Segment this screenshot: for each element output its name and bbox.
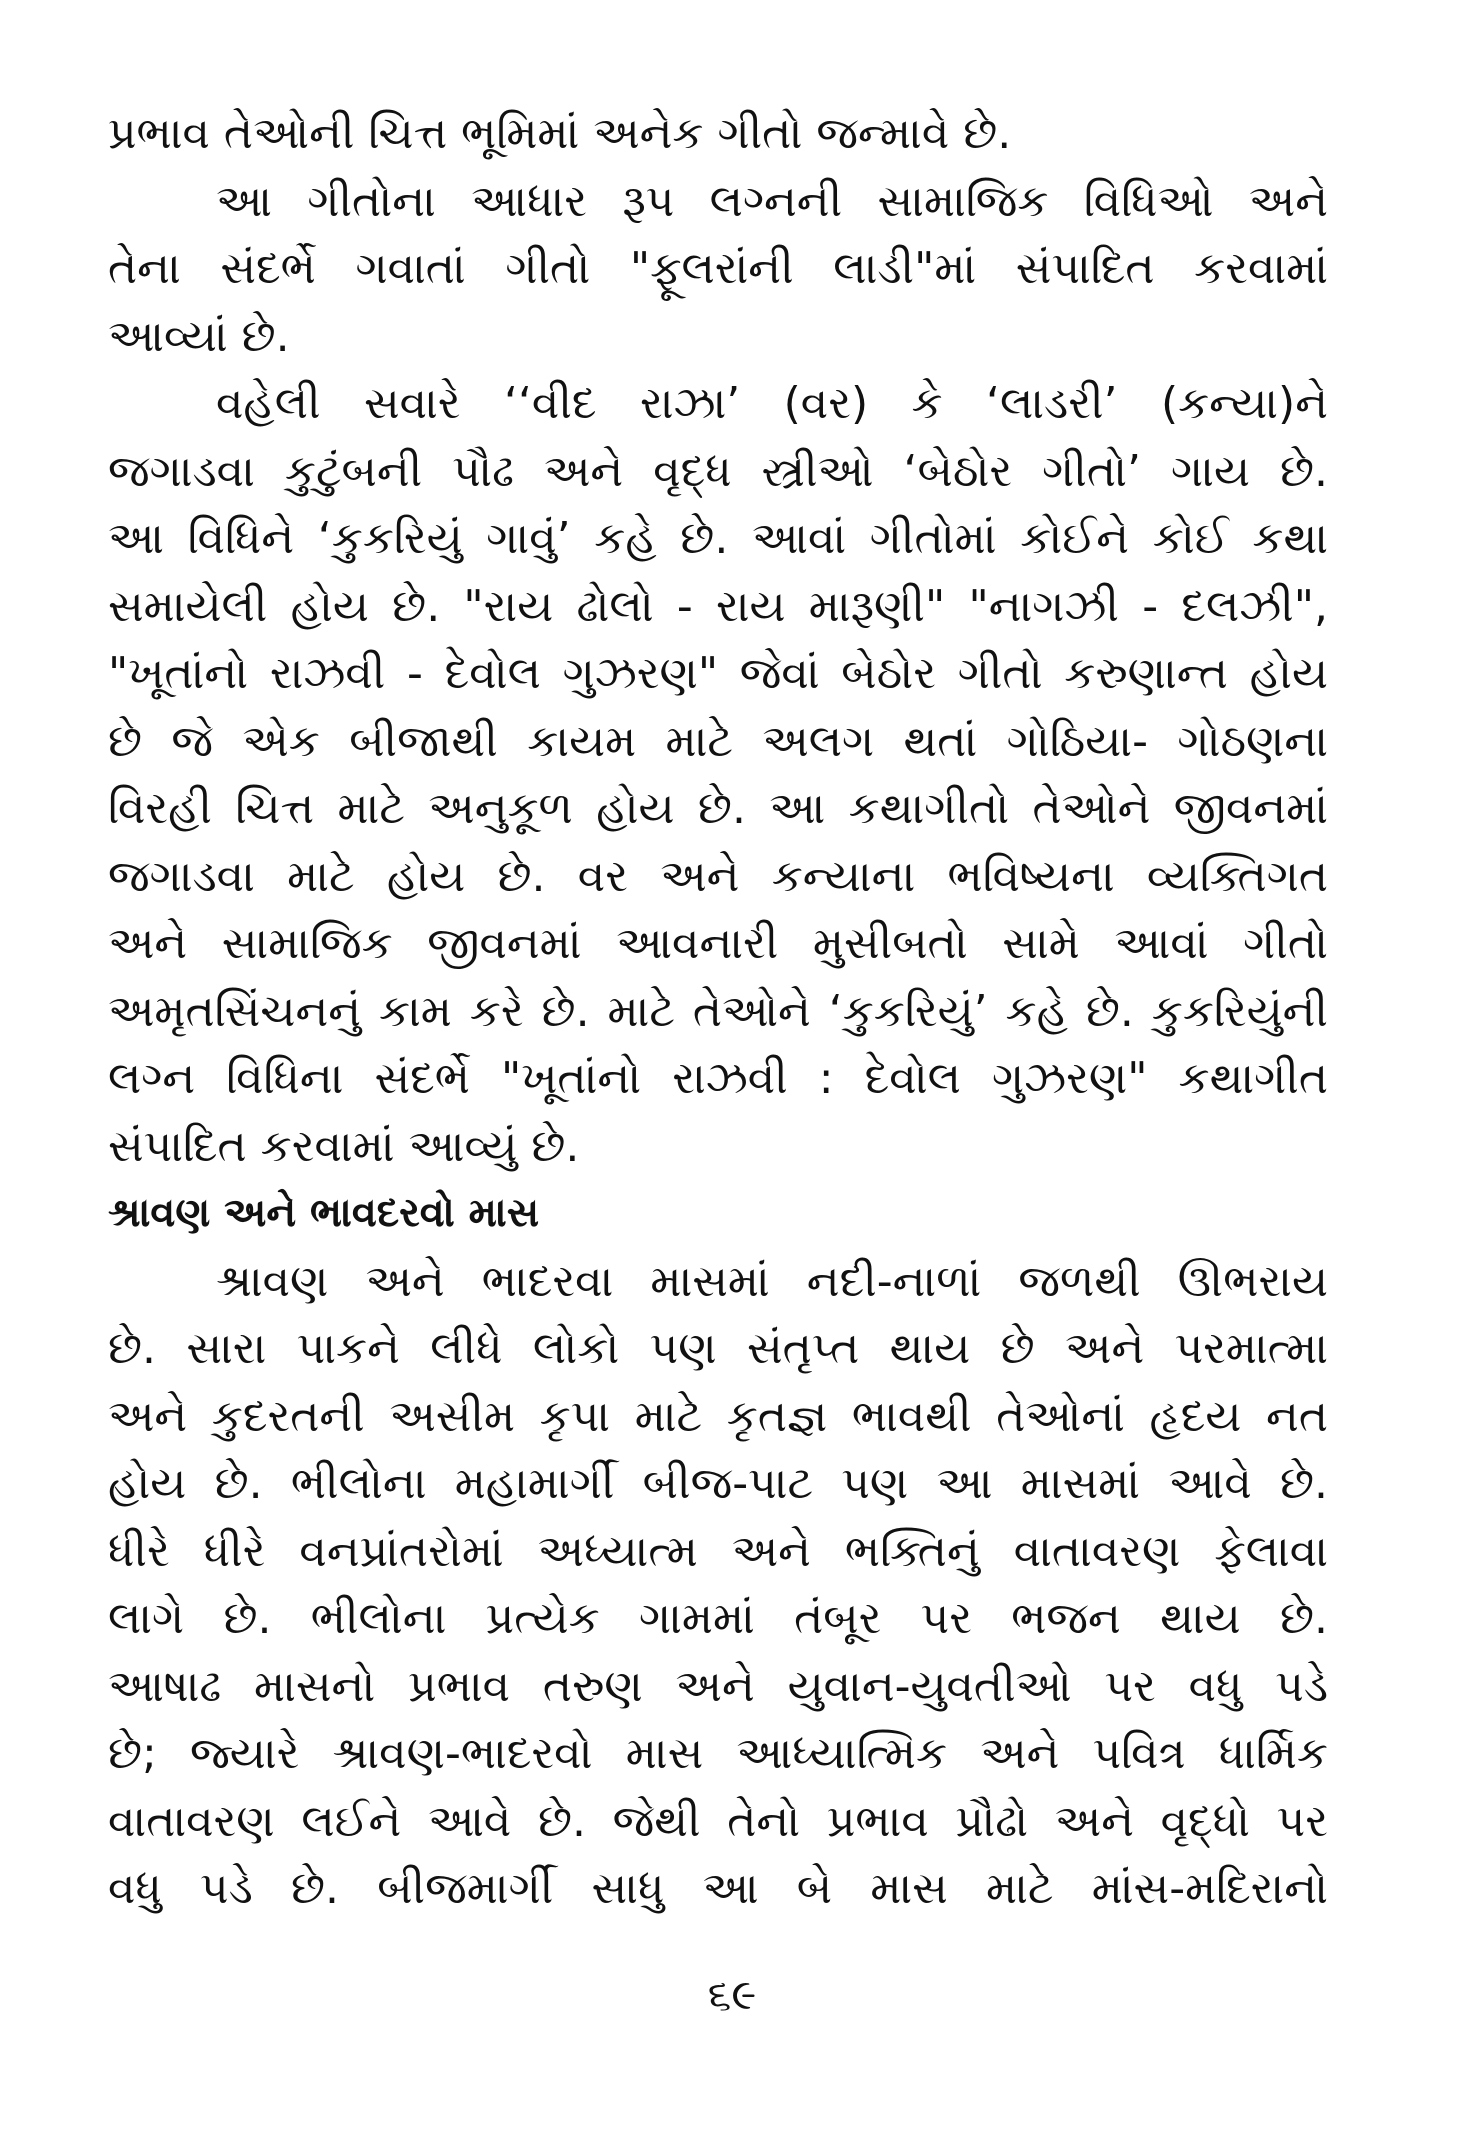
text-line: લાગે છે. ભીલોના પ્રત્યેક ગામમાં તંબૂર પર ભજન થાય છે. bbox=[108, 1593, 1328, 1644]
text-line: છે; જ્યારે શ્રાવણ-ભાદરવો માસ આધ્યાત્મિક અને પવિત્ર ધાર્મિક bbox=[108, 1728, 1328, 1779]
text-line: આ વિધિને ‘કુકરિયું ગાવું’ કહે છે. આવાં ગીતોમાં કોઈને કોઈ કથા bbox=[108, 513, 1328, 564]
page-number: ૬૯ bbox=[707, 1970, 757, 2019]
text-line: અમૃતસિંચનનું કામ કરે છે. માટે તેઓને ‘કુકરિયું’ કહે છે. કુકરિયુંની bbox=[108, 985, 1328, 1037]
text-line: વધુ પડે છે. બીજમાર્ગી સાધુ આ બે માસ માટે માંસ-મદિરાનો bbox=[108, 1863, 1328, 1914]
text-line: પ્રભાવ તેઓની ચિત્ત ભૂમિમાં અનેક ગીતો જન્માવે છે. bbox=[108, 108, 1012, 159]
text-line: સમાયેલી હોય છે. "રાય ઢોલો - રાય મારૂણી" "નાગઝી - દલઝી", bbox=[108, 580, 1328, 632]
text-line: અને કુદરતની અસીમ કૃપા માટે કૃતજ્ઞ ભાવથી તેઓનાં હૃદય નત bbox=[108, 1390, 1328, 1442]
document-page bbox=[108, 100, 1328, 2060]
text-line: અને સામાજિક જીવનમાં આવનારી મુસીબતો સામે આવાં ગીતો bbox=[108, 918, 1328, 969]
text-line: શ્રાવણ અને ભાદરવા માસમાં નદી-નાળાં જળથી ઊભરાય bbox=[216, 1255, 1328, 1307]
text-line: જગાડવા માટે હોય છે. વર અને કન્યાના ભવિષ્યના વ્યક્તિગત bbox=[108, 850, 1328, 902]
paragraph-block-1 bbox=[108, 100, 1328, 1180]
text-line: છે જે એક બીજાથી કાયમ માટે અલગ થતાં ગોઠિયા- ગોઠણના bbox=[108, 715, 1328, 767]
text-line: આવ્યાં છે. bbox=[108, 310, 290, 362]
paragraph-block-2 bbox=[108, 1248, 1328, 1923]
text-line: વિરહી ચિત્ત માટે અનુકૂળ હોય છે. આ કથાગીતો તેઓને જીવનમાં bbox=[108, 783, 1328, 834]
text-line: સંપાદિત કરવામાં આવ્યું છે. bbox=[108, 1120, 580, 1172]
text-line: ધીરે ધીરે વનપ્રાંતરોમાં અધ્યાત્મ અને ભક્તિનું વાતાવરણ ફેલાવા bbox=[108, 1525, 1328, 1577]
text-line: છે. સારા પાકને લીધે લોકો પણ સંતૃપ્ત થાય છે અને પરમાત્મા bbox=[108, 1323, 1328, 1374]
text-line: "ખૂતાંનો રાઝવી - દેવોલ ગુઝરણ" જેવાં બેઠોર ગીતો કરુણાન્ત હોય bbox=[108, 648, 1328, 699]
text-line: જગાડવા કુટુંબની પૌઢ અને વૃદ્ધ સ્ત્રીઓ ‘બેઠોર ગીતો’ ગાય છે. bbox=[108, 445, 1328, 497]
text-line: લગ્ન વિધિના સંદર્ભે "ખૂતાંનો રાઝવી : દેવોલ ગુઝરણ" કથાગીત bbox=[108, 1053, 1328, 1104]
text-line: તેના સંદર્ભે ગવાતાં ગીતો "ફૂલરાંની લાડી"માં સંપાદિત કરવામાં bbox=[108, 243, 1328, 294]
section-heading: શ્રાવણ અને ભાવદરવો માસ bbox=[108, 1190, 540, 1236]
text-line: હોય છે. ભીલોના મહામાર્ગી બીજ-પાટ પણ આ માસમાં આવે છે. bbox=[108, 1458, 1328, 1509]
text-line: આ ગીતોના આધાર રૂપ લગ્નની સામાજિક વિધિઓ અને bbox=[216, 175, 1328, 227]
text-line: આષાઢ માસનો પ્રભાવ તરુણ અને યુવાન-યુવતીઓ પર વધુ પડે bbox=[108, 1660, 1328, 1712]
text-line: વાતાવરણ લઈને આવે છે. જેથી તેનો પ્રભાવ પ્રૌઢો અને વૃદ્ધો પર bbox=[108, 1795, 1328, 1847]
text-line: વહેલી સવારે ‘‘વીદ રાઝા’ (વર) કે ‘લાડરી’ (કન્યા)ને bbox=[216, 378, 1328, 429]
